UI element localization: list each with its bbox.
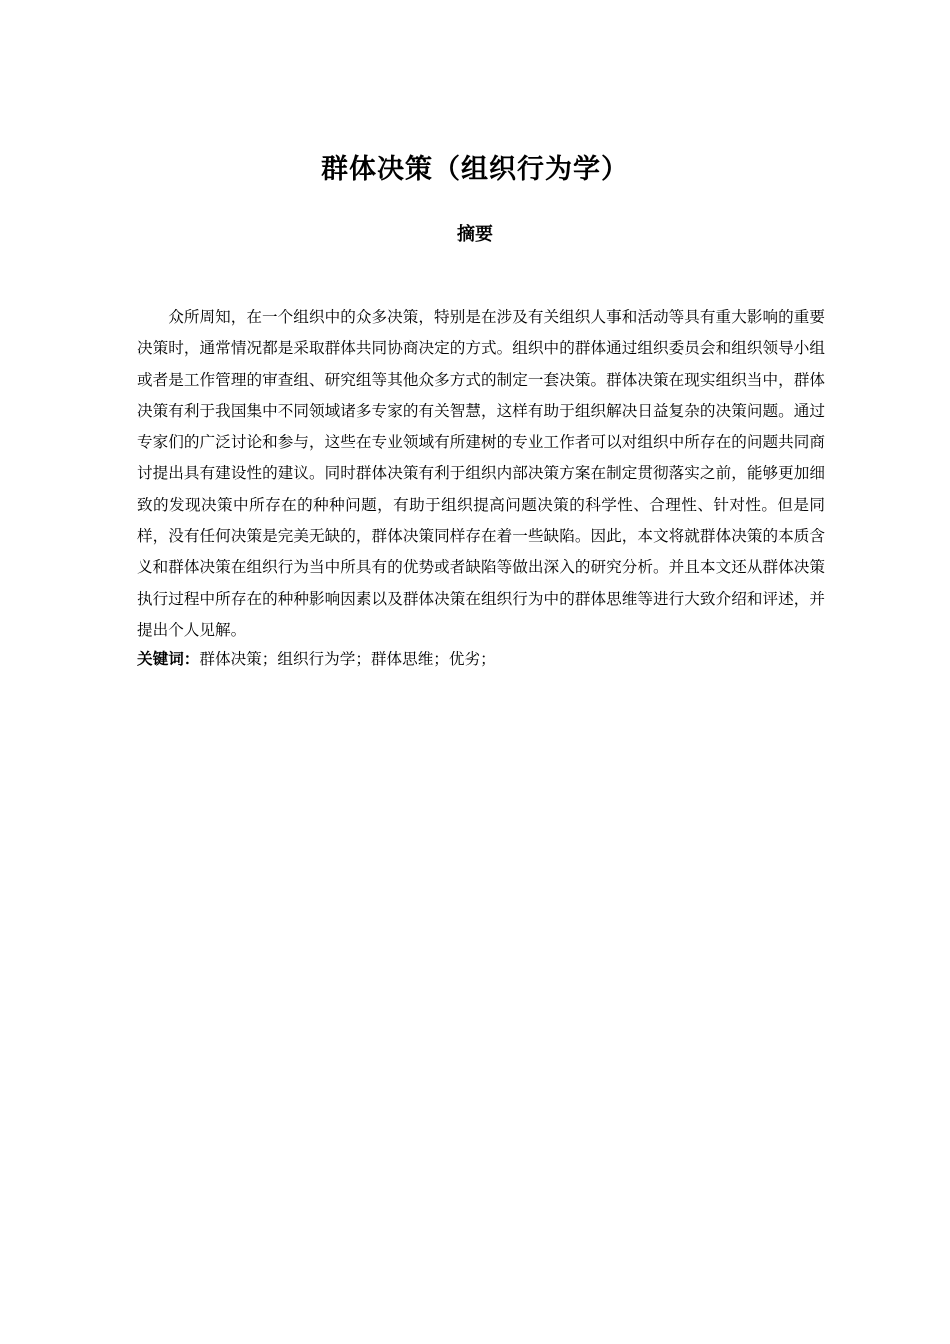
keywords-line bbox=[137, 644, 825, 675]
document-title: 群体决策（组织行为学） bbox=[321, 154, 629, 185]
abstract-body: 众所周知，在一个组织中的众多决策，特别是在涉及有关组织人事和活动等具有重大影响的重要决策时，通常情况都是采取群体共同协商决定的方式。组织中的群体通过组织委员会和组织领导小组或者是工作管理的审查组、研究组等其他众多方式的制定一套决策。群体决策在现实组织当中，群体决策有利于我国集中不同领域诸多专家的有关智慧，这样有助于组织解决日益复杂的决策问题。通过专家们的广泛讨论和参与，这些在专业领域有所建树的专业工作者可以对组织中所存在的问题共同商讨提出具有建设性的建议。同时群体决策有利于组织内部决策方案在制定贯彻落实之前，能够更加细致的发现决策中所存在的种种问题，有助于组织提高问题决策的科学性、合理性、针对性。但是同样，没有任何决策是完美无缺的，群体决策同样存在着一些缺陷。因此，本文将就群体决策的本质含义和群体决策在组织行为当中所具有的优势或者缺陷等做出深入的研究分析。并且本文还从群体决策执行过程中所存在的种种影响因素以及群体决策在组织行为中的群体思维等进行大致介绍和评述，并提出个人见解。 bbox=[137, 308, 825, 639]
keywords-label: 关键词： bbox=[137, 650, 200, 668]
keywords-value: 群体决策；组织行为学；群体思维；优劣； bbox=[199, 650, 496, 668]
abstract-heading: 摘要 bbox=[457, 224, 493, 245]
